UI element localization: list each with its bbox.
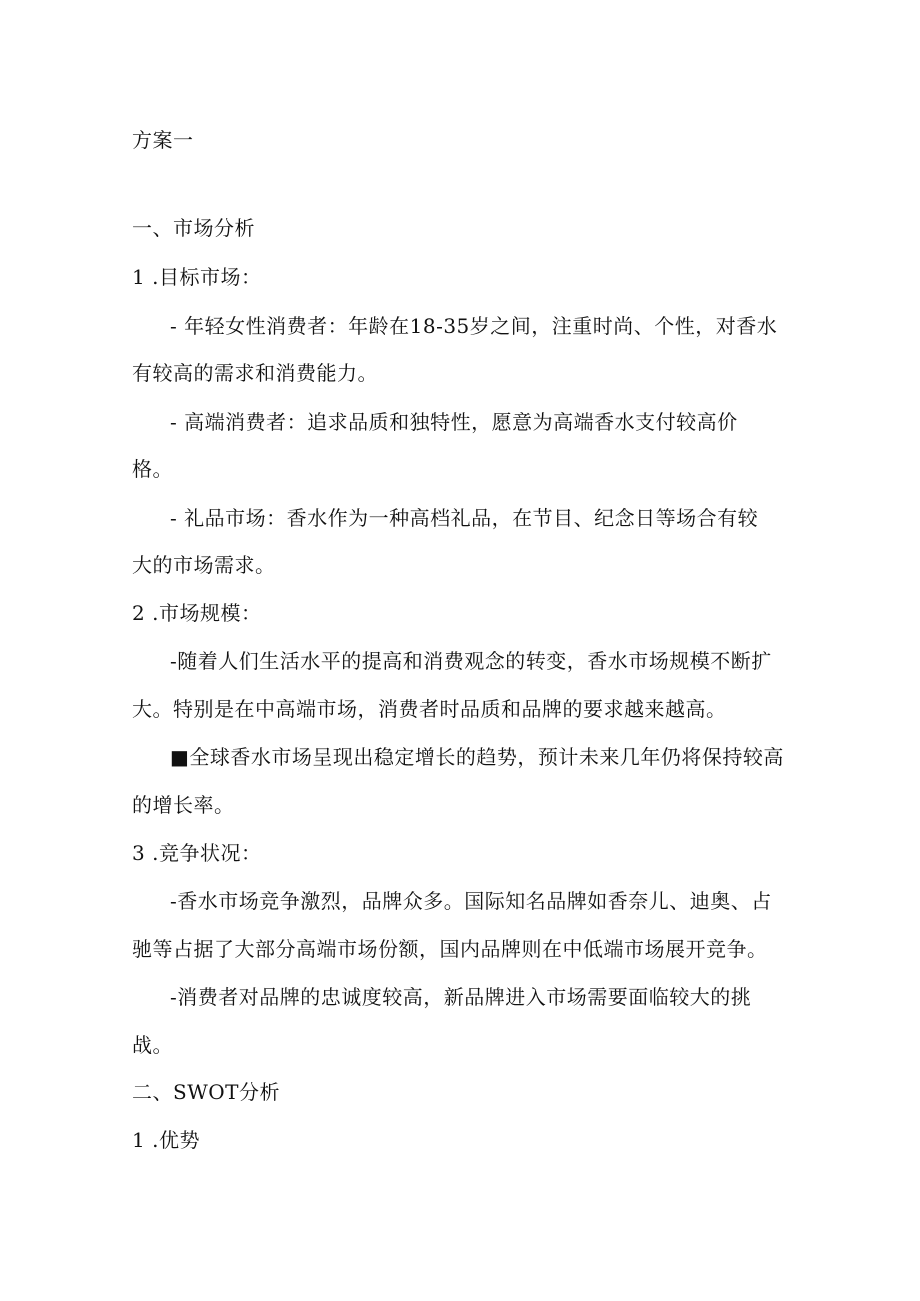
paragraph-line: 格。	[132, 457, 173, 481]
paragraph-line: -消费者对品牌的忠诚度较高，新品牌进入市场需要面临较大的挑	[170, 985, 752, 1009]
paragraph-line: -随着人们生活水平的提高和消费观念的转变，香水市场规模不断扩	[170, 649, 772, 673]
paragraph-line: 大。特别是在中高端市场，消费者时品质和品牌的要求越来越高。	[132, 697, 727, 721]
paragraph-line: ■全球香水市场呈现出稳定增长的趋势，预计未来几年仍将保持较高	[170, 745, 784, 769]
subheading-competition: 3 .竞争状况：	[132, 841, 262, 865]
section-heading-market-analysis: 一、市场分析	[132, 216, 255, 240]
document-title: 方案一	[132, 128, 194, 152]
paragraph-line: - 礼品市场：香水作为一种高档礼品，在节目、纪念日等场合有较	[170, 506, 759, 530]
paragraph-line: 的增长率。	[132, 793, 235, 817]
subheading-target-market: 1 .目标市场：	[132, 265, 262, 289]
paragraph-line: 驰等占据了大部分高端市场份额，国内品牌则在中低端市场展开竞争。	[132, 937, 768, 961]
paragraph-line: - 高端消费者：追求品质和独特性，愿意为高端香水支付较高价	[170, 410, 738, 434]
section-heading-swot: 二、SWOT分析	[132, 1080, 280, 1104]
paragraph-line: 有较高的需求和消费能力。	[132, 361, 378, 385]
paragraph-line: -香水市场竞争激烈，品牌众多。国际知名品牌如香奈儿、迪奥、占	[170, 889, 772, 913]
paragraph-line: 大的市场需求。	[132, 553, 276, 577]
subheading-strengths: 1 .优势	[132, 1128, 200, 1152]
subheading-market-size: 2 .市场规模：	[132, 601, 262, 625]
paragraph-line: - 年轻女性消费者：年龄在18-35岁之间，注重时尚、个性，对香水	[170, 314, 778, 338]
paragraph-line: 战。	[132, 1033, 173, 1057]
